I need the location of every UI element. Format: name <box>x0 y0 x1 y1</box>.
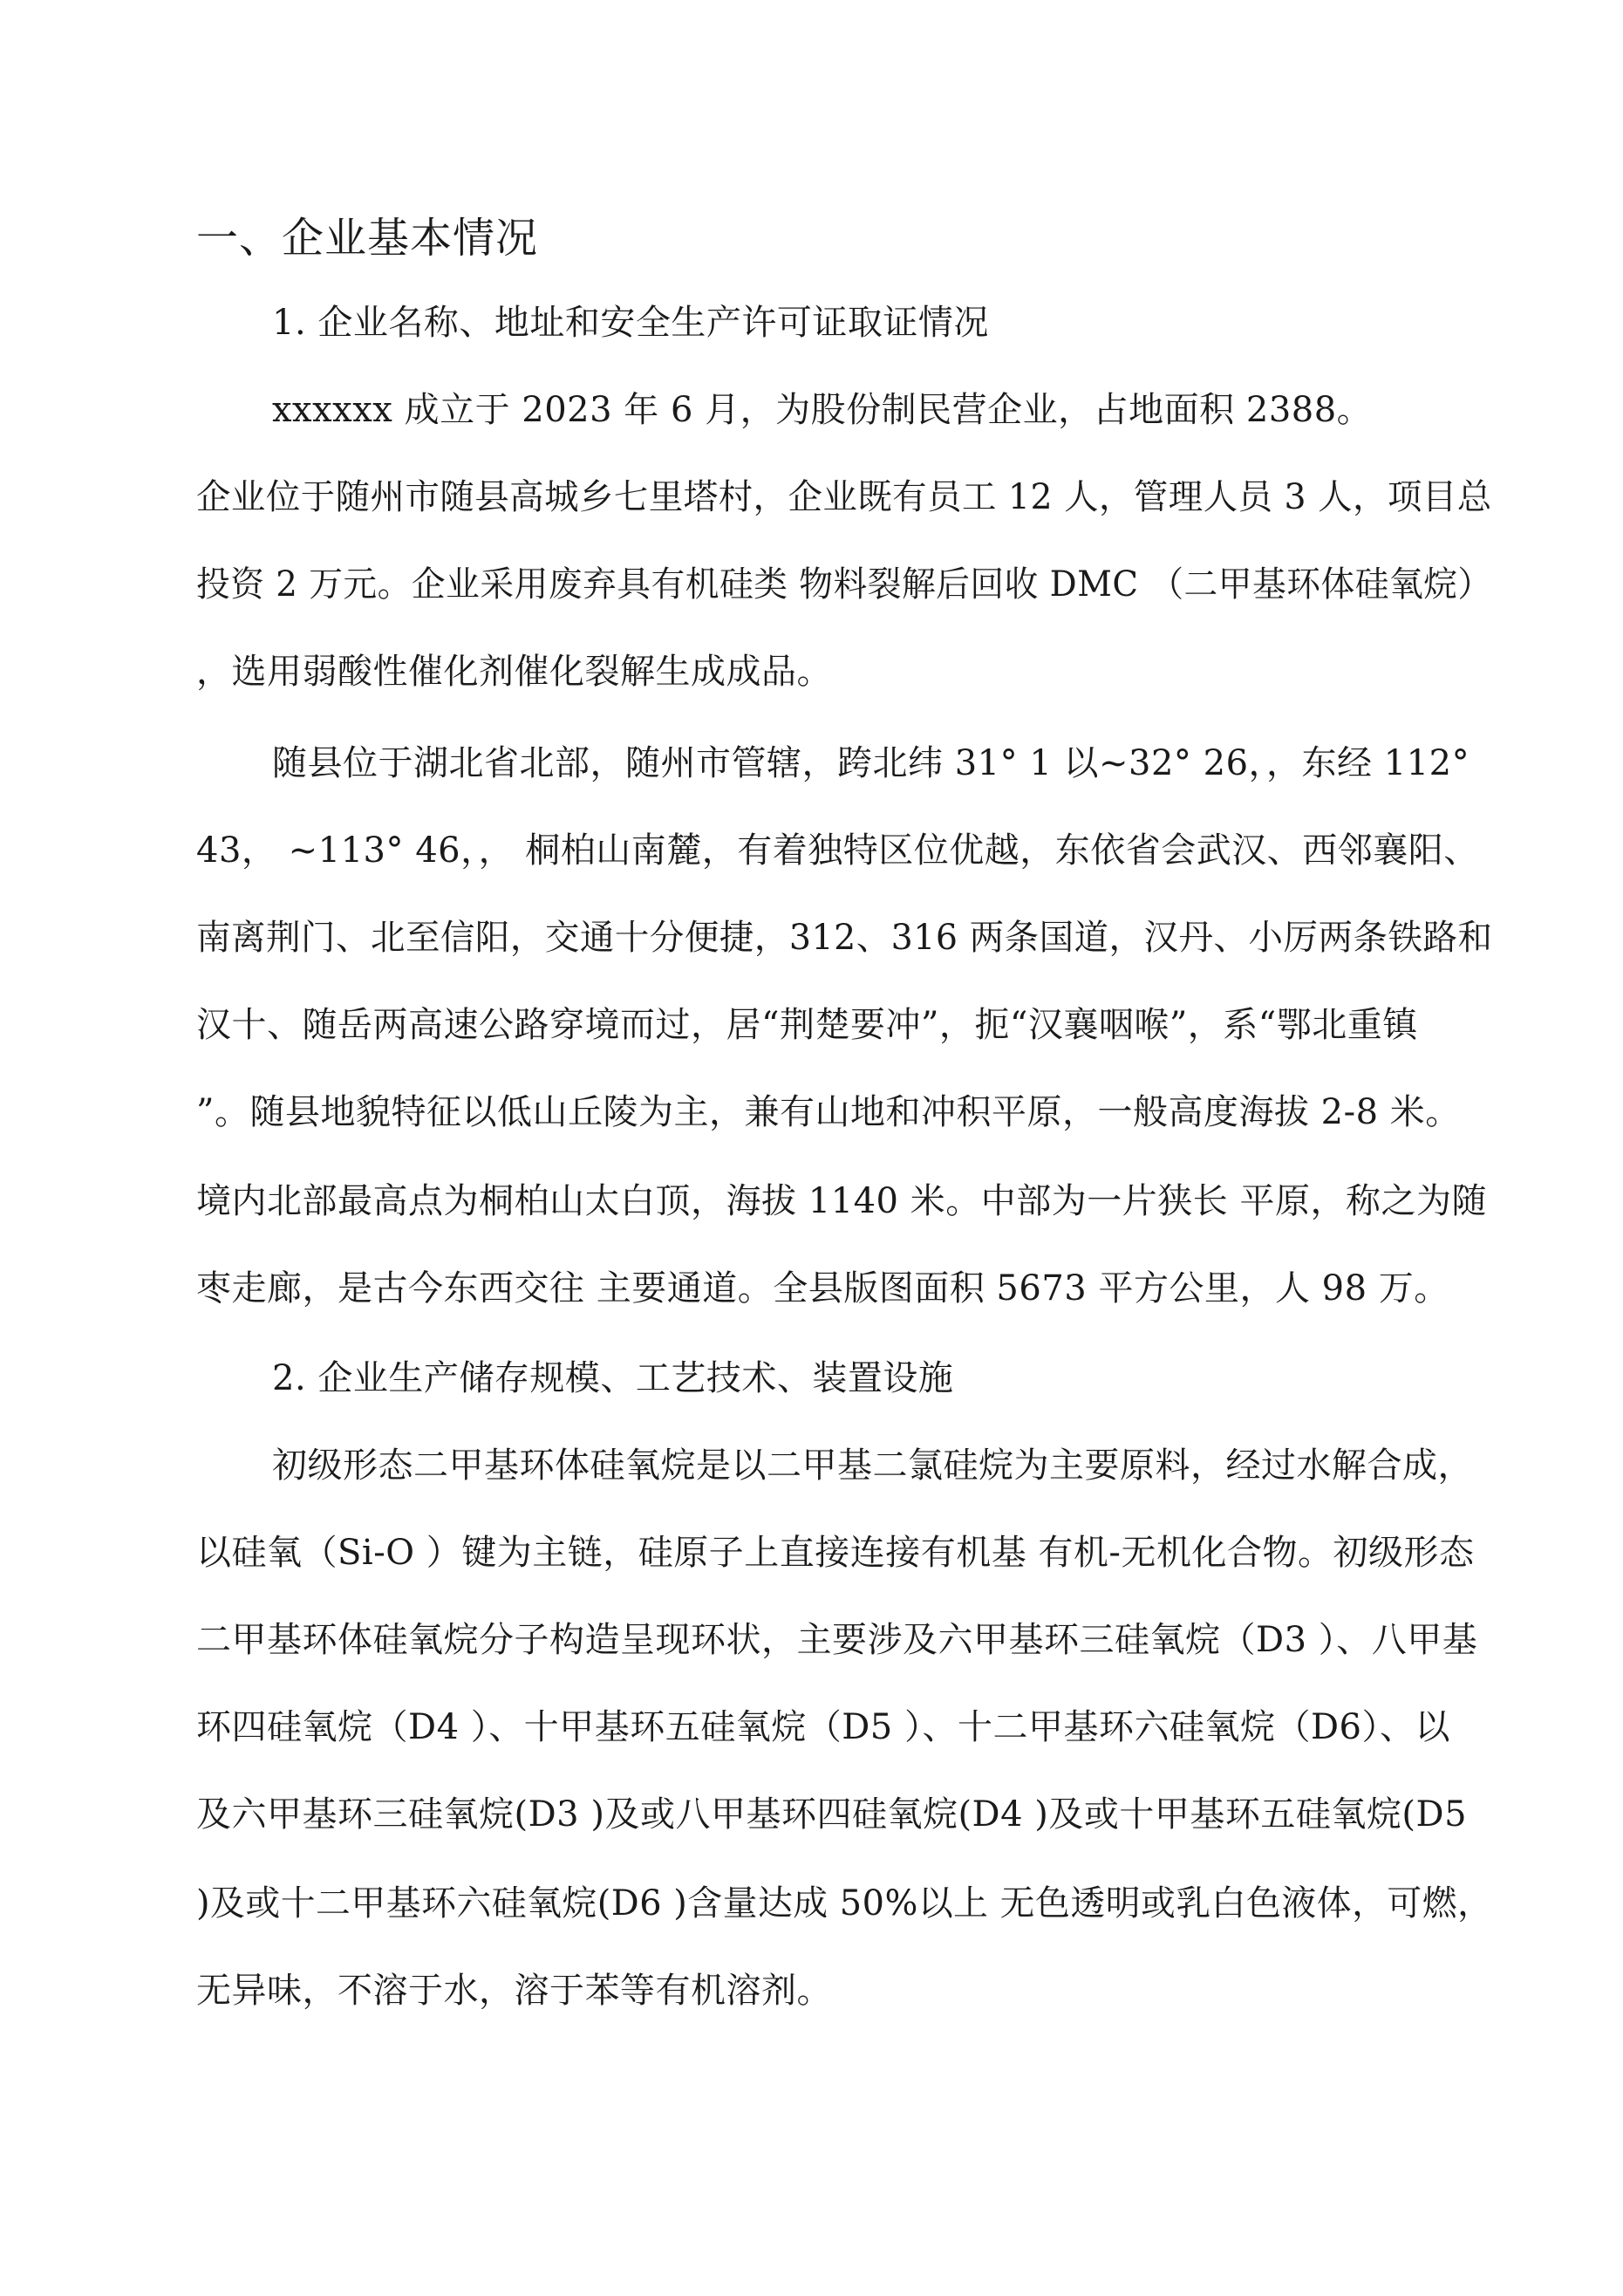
paragraph-line: ，选用弱酸性催化剂催化裂解生成成品。 <box>196 652 832 692</box>
paragraph-line: 投资 2 万元。企业采用废弃具有机硅类 物料裂解后回收 DMC （二甲基环体硅氧烷） <box>196 564 1492 605</box>
paragraph-line: 及六甲基环三硅氧烷(D3 )及或八甲基环四硅氧烷(D4 )及或十甲基环五硅氧烷(D5 <box>196 1794 1468 1835</box>
paragraph-line: 环四硅氧烷（D4 ）、十甲基环五硅氧烷（D5 ）、十二甲基环六硅氧烷（D6）、以 <box>196 1707 1450 1747</box>
section-heading: 一、企业基本情况 <box>196 214 539 263</box>
paragraph-line: 初级形态二甲基环体硅氧烷是以二甲基二氯硅烷为主要原料，经过水解合成， <box>272 1445 1473 1486</box>
paragraph-line: 随县位于湖北省北部，随州市管辖，跨北纬 31° 1 以~32° 26，，东经 112° <box>272 743 1470 783</box>
paragraph-line: )及或十二甲基环六硅氧烷(D6 )含量达成 50%以上 无色透明或乳白色液体，可燃， <box>196 1883 1493 1924</box>
paragraph-line: 南离荆门、北至信阳，交通十分便捷，312、316 两条国道，汉丹、小厉两条铁路和 <box>196 918 1493 958</box>
paragraph-line: ”。随县地貌特征以低山丘陵为主，兼有山地和冲积平原，一般高度海拔 2-8 米。 <box>196 1092 1461 1132</box>
paragraph-line: 境内北部最高点为桐柏山太白顶，海拔 1140 米。中部为一片狭长 平原，称之为随 <box>196 1181 1487 1221</box>
paragraph-line: 枣走廊，是古今东西交往 主要通道。全县版图面积 5673 平方公里，人 98 万。 <box>196 1268 1449 1309</box>
paragraph-line: 无异味，不溶于水，溶于苯等有机溶剂。 <box>196 1971 832 2011</box>
subsection-1-title: 1. 企业名称、地址和安全生产许可证取证情况 <box>272 303 989 343</box>
subsection-2-title: 2. 企业生产储存规模、工艺技术、装置设施 <box>272 1358 954 1398</box>
paragraph-line: 二甲基环体硅氧烷分子构造呈现环状，主要涉及六甲基环三硅氧烷（D3 ）、八甲基 <box>196 1620 1478 1660</box>
paragraph-line: 企业位于随州市随县高城乡七里塔村，企业既有员工 12 人，管理人员 3 人，项目总 <box>196 477 1492 517</box>
paragraph-line: 以硅氧（Si-O ）键为主链，硅原子上直接连接有机基 有机-无机化合物。初级形态 <box>196 1533 1475 1573</box>
paragraph-line: 43， ~113° 46，， 桐柏山南麓，有着独特区位优越，东依省会武汉、西邻襄阳、 <box>196 830 1479 871</box>
paragraph-line: 汉十、随岳两高速公路穿境而过，居“荆楚要冲”，扼“汉襄咽喉”，系“鄂北重镇 <box>196 1005 1418 1045</box>
paragraph-line: xxxxxx 成立于 2023 年 6 月，为股份制民营企业，占地面积 2388。 <box>272 390 1373 430</box>
